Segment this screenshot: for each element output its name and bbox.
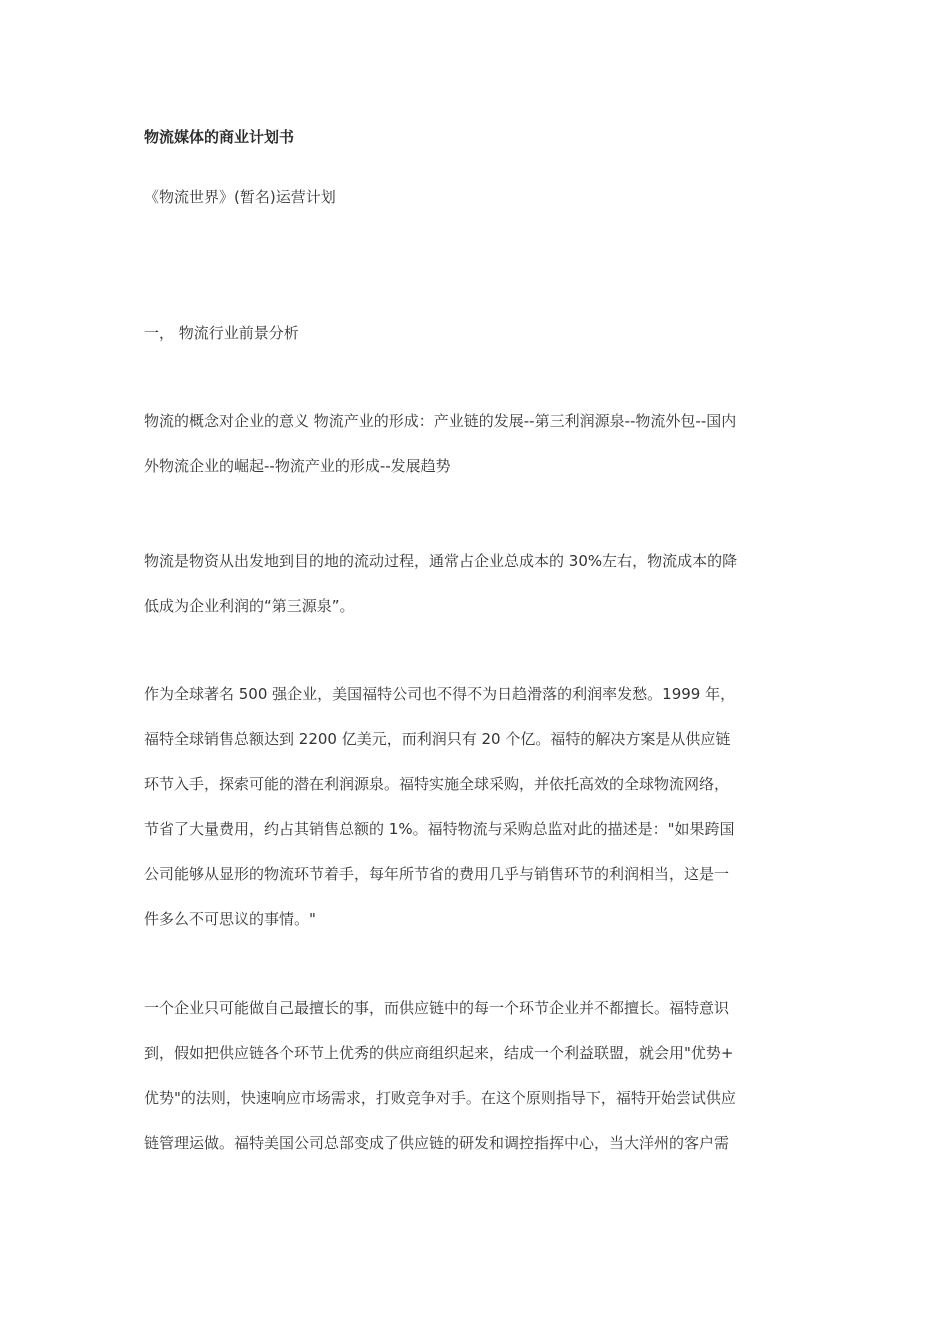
text-line: 到，假如把供应链各个环节上优秀的供应商组织起来，结成一个利益联盟，就会用"优势+ bbox=[144, 1044, 734, 1062]
text-line: 公司能够从显形的物流环节着手，每年所节省的费用几乎与销售环节的利润相当，这是一 bbox=[144, 865, 730, 883]
section-heading: 一， 物流行业前景分析 bbox=[144, 324, 299, 342]
paragraph-ford-case bbox=[144, 672, 806, 942]
text-line: 作为全球著名 500 强企业，美国福特公司也不得不为日趋滑落的利润率发愁。1999 年， bbox=[144, 685, 736, 703]
text-line: 外物流企业的崛起--物流产业的形成--发展趋势 bbox=[144, 457, 451, 475]
text-line: 件多么不可思议的事情。" bbox=[144, 910, 316, 928]
paragraph-supply-chain bbox=[144, 986, 806, 1166]
text-line: 物流的概念对企业的意义 物流产业的形成：产业链的发展--第三利润源泉--物流外包--国内 bbox=[144, 412, 737, 430]
text-line: 节省了大量费用，约占其销售总额的 1%。福特物流与采购总监对此的描述是："如果跨国 bbox=[144, 820, 735, 838]
text-line: 福特全球销售总额达到 2200 亿美元，而利润只有 20 个亿。福特的解决方案是从供应链 bbox=[144, 730, 731, 748]
text-line: 环节入手，探索可能的潜在利润源泉。福特实施全球采购，并依托高效的全球物流网络， bbox=[144, 775, 730, 793]
document-subtitle: 《物流世界》(暂名)运营计划 bbox=[144, 188, 336, 206]
text-line: 优势"的法则，快速响应市场需求，打败竞争对手。在这个原则指导下，福特开始尝试供应 bbox=[144, 1089, 736, 1107]
text-line: 低成为企业利润的“第三源泉”。 bbox=[144, 597, 355, 615]
paragraph-logistics-concept bbox=[144, 399, 806, 489]
text-line: 链管理运做。福特美国公司总部变成了供应链的研发和调控指挥中心，当大洋州的客户需 bbox=[144, 1134, 730, 1152]
document-title: 物流媒体的商业计划书 bbox=[144, 128, 295, 146]
paragraph-logistics-definition bbox=[144, 539, 806, 629]
text-line: 一个企业只可能做自己最擅长的事，而供应链中的每一个环节企业并不都擅长。福特意识 bbox=[144, 999, 730, 1017]
text-line: 物流是物资从出发地到目的地的流动过程，通常占企业总成本的 30%左右，物流成本的降 bbox=[144, 552, 738, 570]
